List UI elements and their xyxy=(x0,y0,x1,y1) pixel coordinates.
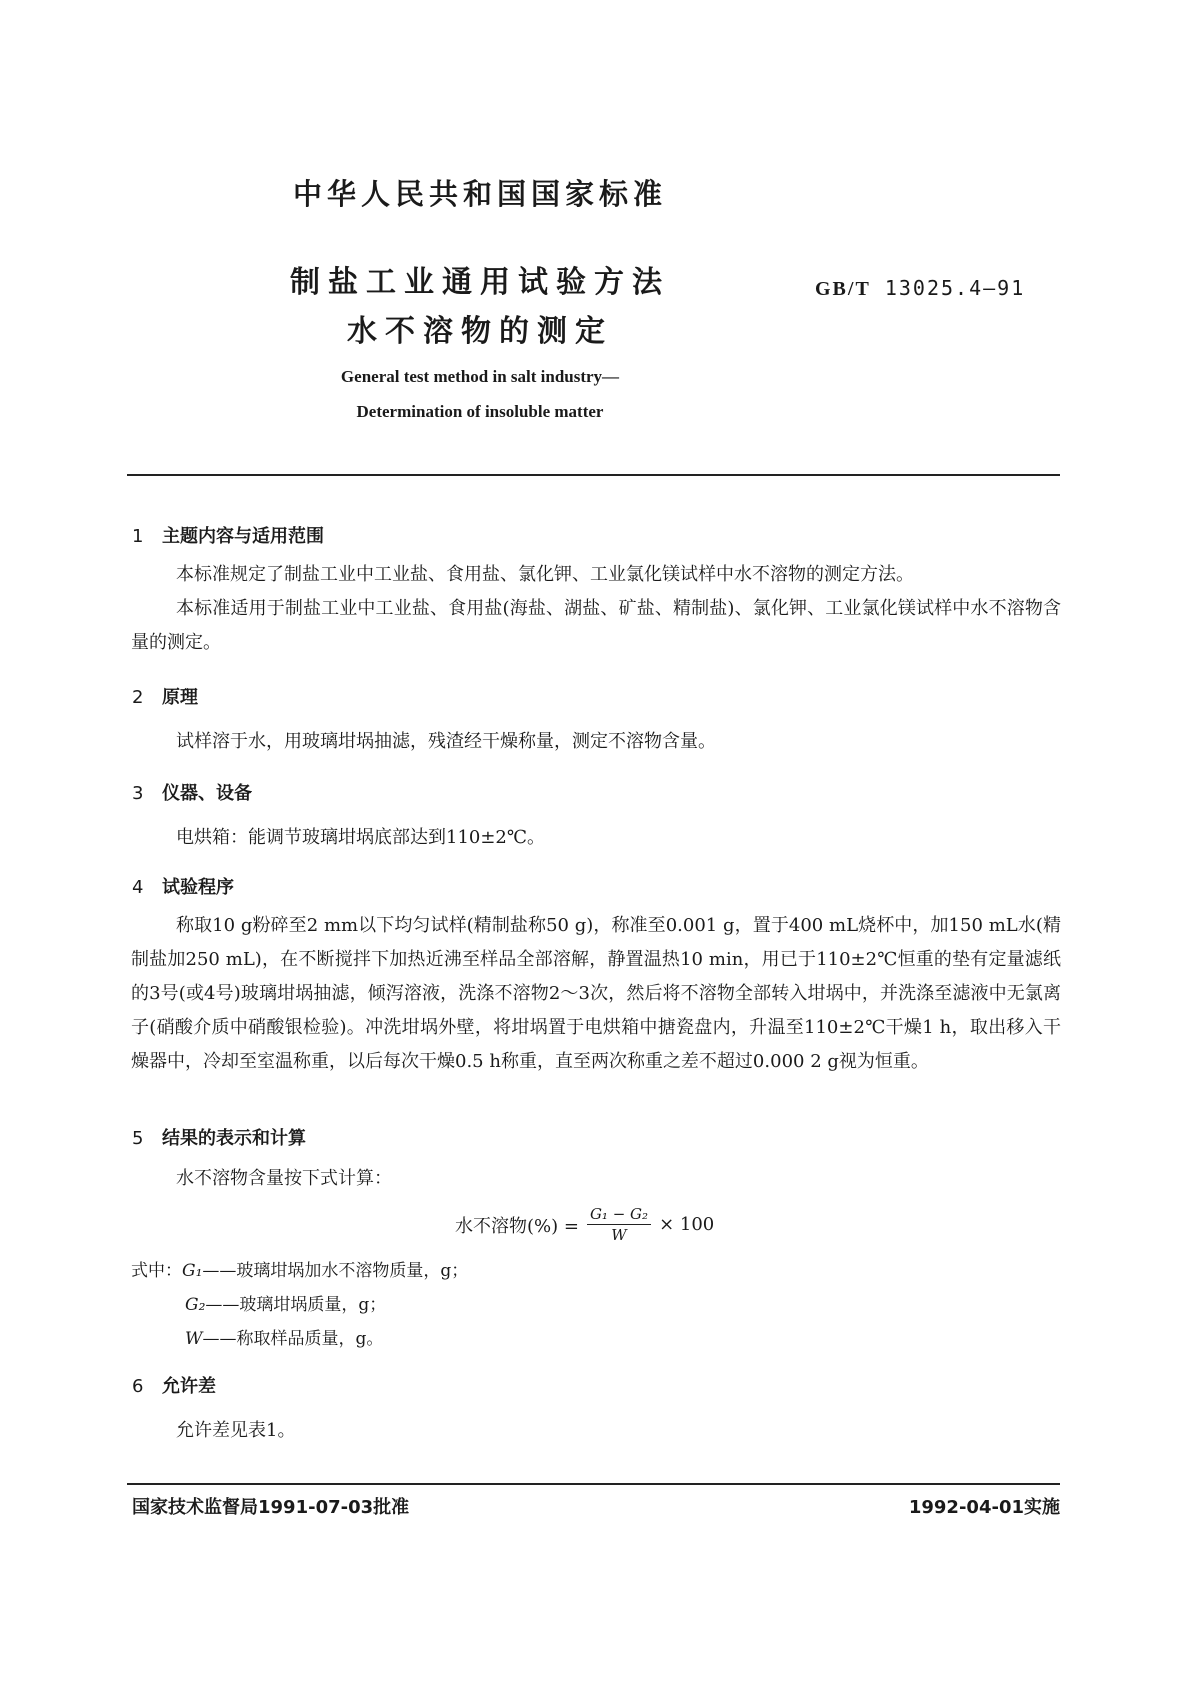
english-title-line1: General test method in salt industry— xyxy=(340,367,620,386)
symbol-g2: G₂ xyxy=(185,1295,206,1315)
section-2-paragraph: 试样溶于水，用玻璃坩埚抽滤，残渣经干燥称量，测定不溶物含量。 xyxy=(176,731,716,752)
english-title-line2: Determination of insoluble matter xyxy=(356,402,604,421)
section-number: 6 xyxy=(132,1376,144,1397)
where-line-2 xyxy=(185,1290,386,1315)
section-3-paragraph: 电烘箱：能调节玻璃坩埚底部达到110±2℃。 xyxy=(176,827,546,848)
symbol-w-description: ——称取样品质量，g。 xyxy=(202,1329,384,1349)
document-title-line1: 制盐工业通用试验方法 xyxy=(290,265,670,300)
symbol-g1-description: ——玻璃坩埚加水不溶物质量，g； xyxy=(202,1261,469,1281)
symbol-g1: G₁ xyxy=(182,1261,203,1281)
formula-numerator: G₁ − G₂ xyxy=(587,1205,651,1225)
section-title: 试验程序 xyxy=(162,877,234,898)
section-number: 5 xyxy=(132,1128,144,1149)
standard-code: 13025.4—91 xyxy=(884,276,1026,300)
top-divider xyxy=(127,474,1060,476)
section-title: 主题内容与适用范围 xyxy=(162,526,324,547)
formula-denominator: W xyxy=(611,1226,627,1244)
symbol-g2-description: ——玻璃坩埚质量，g； xyxy=(205,1295,387,1315)
approval-date: 国家技术监督局1991-07-03批准 xyxy=(132,1497,410,1518)
section-5-heading xyxy=(132,1124,306,1150)
where-line-3 xyxy=(185,1324,383,1349)
section-title: 允许差 xyxy=(162,1376,216,1397)
section-number: 2 xyxy=(132,687,144,708)
section-number: 3 xyxy=(132,783,144,804)
section-title: 结果的表示和计算 xyxy=(162,1128,306,1149)
standard-prefix: GB/T xyxy=(815,278,871,300)
section-1-heading xyxy=(132,522,324,548)
symbol-w: W xyxy=(185,1329,203,1349)
section-3-heading xyxy=(132,779,252,805)
implementation-date: 1992-04-01实施 xyxy=(908,1497,1060,1518)
section-number: 1 xyxy=(132,526,144,547)
where-label: 式中： xyxy=(131,1261,182,1281)
section-4-heading xyxy=(132,873,234,899)
section-6-paragraph: 允许差见表1。 xyxy=(176,1420,296,1441)
formula-lhs: 水不溶物(%) = xyxy=(455,1215,579,1237)
section-number: 4 xyxy=(132,877,144,898)
insoluble-matter-formula xyxy=(455,1205,714,1244)
formula-fraction xyxy=(587,1205,651,1244)
section-2-heading xyxy=(132,683,198,709)
section-6-heading xyxy=(132,1372,216,1398)
section-title: 原理 xyxy=(162,687,198,708)
section-1-paragraph-1: 本标准规定了制盐工业中工业盐、食用盐、氯化钾、工业氯化镁试样中水不溶物的测定方法。 xyxy=(176,564,914,585)
section-1-paragraph-2: 本标准适用于制盐工业中工业盐、食用盐(海盐、湖盐、矿盐、精制盐)、氯化钾、工业氯化镁试样中水不溶物含量的测定。 xyxy=(131,598,1061,653)
national-standard-heading: 中华人民共和国国家标准 xyxy=(292,177,667,211)
section-4-paragraph: 称取10 g粉碎至2 mm以下均匀试样(精制盐称50 g)，称准至0.001 g，置于400 mL烧杯中，加150 mL水(精制盐加250 mL)，在不断搅拌下加热近沸至样品全部溶解，静置温热10 min，用已于110±2℃恒重的垫有定量滤纸的3号(或4号)玻璃坩埚抽滤，倾泻溶液，洗涤不溶物2～3次，然后将不溶物全部转入坩埚中，并洗涤至滤液中无氯离子(硝酸介质中硝酸银检验)。冲洗坩埚外壁，将坩埚置于电烘箱中搪瓷盘内，升温至110±2℃干燥1 h，取出移入干燥器中，冷却至室温称重，以后每次干燥0.5 h称重，直至两次称重之差不超过0.000 2 g视为恒重。 xyxy=(131,915,1061,1072)
section-title: 仪器、设备 xyxy=(162,783,252,804)
formula-rhs: × 100 xyxy=(659,1214,715,1235)
section-5-paragraph: 水不溶物含量按下式计算： xyxy=(176,1168,392,1189)
bottom-divider xyxy=(127,1483,1060,1485)
document-title-line2: 水不溶物的测定 xyxy=(347,314,613,349)
where-line-1 xyxy=(131,1256,468,1281)
standard-number xyxy=(815,276,1025,301)
